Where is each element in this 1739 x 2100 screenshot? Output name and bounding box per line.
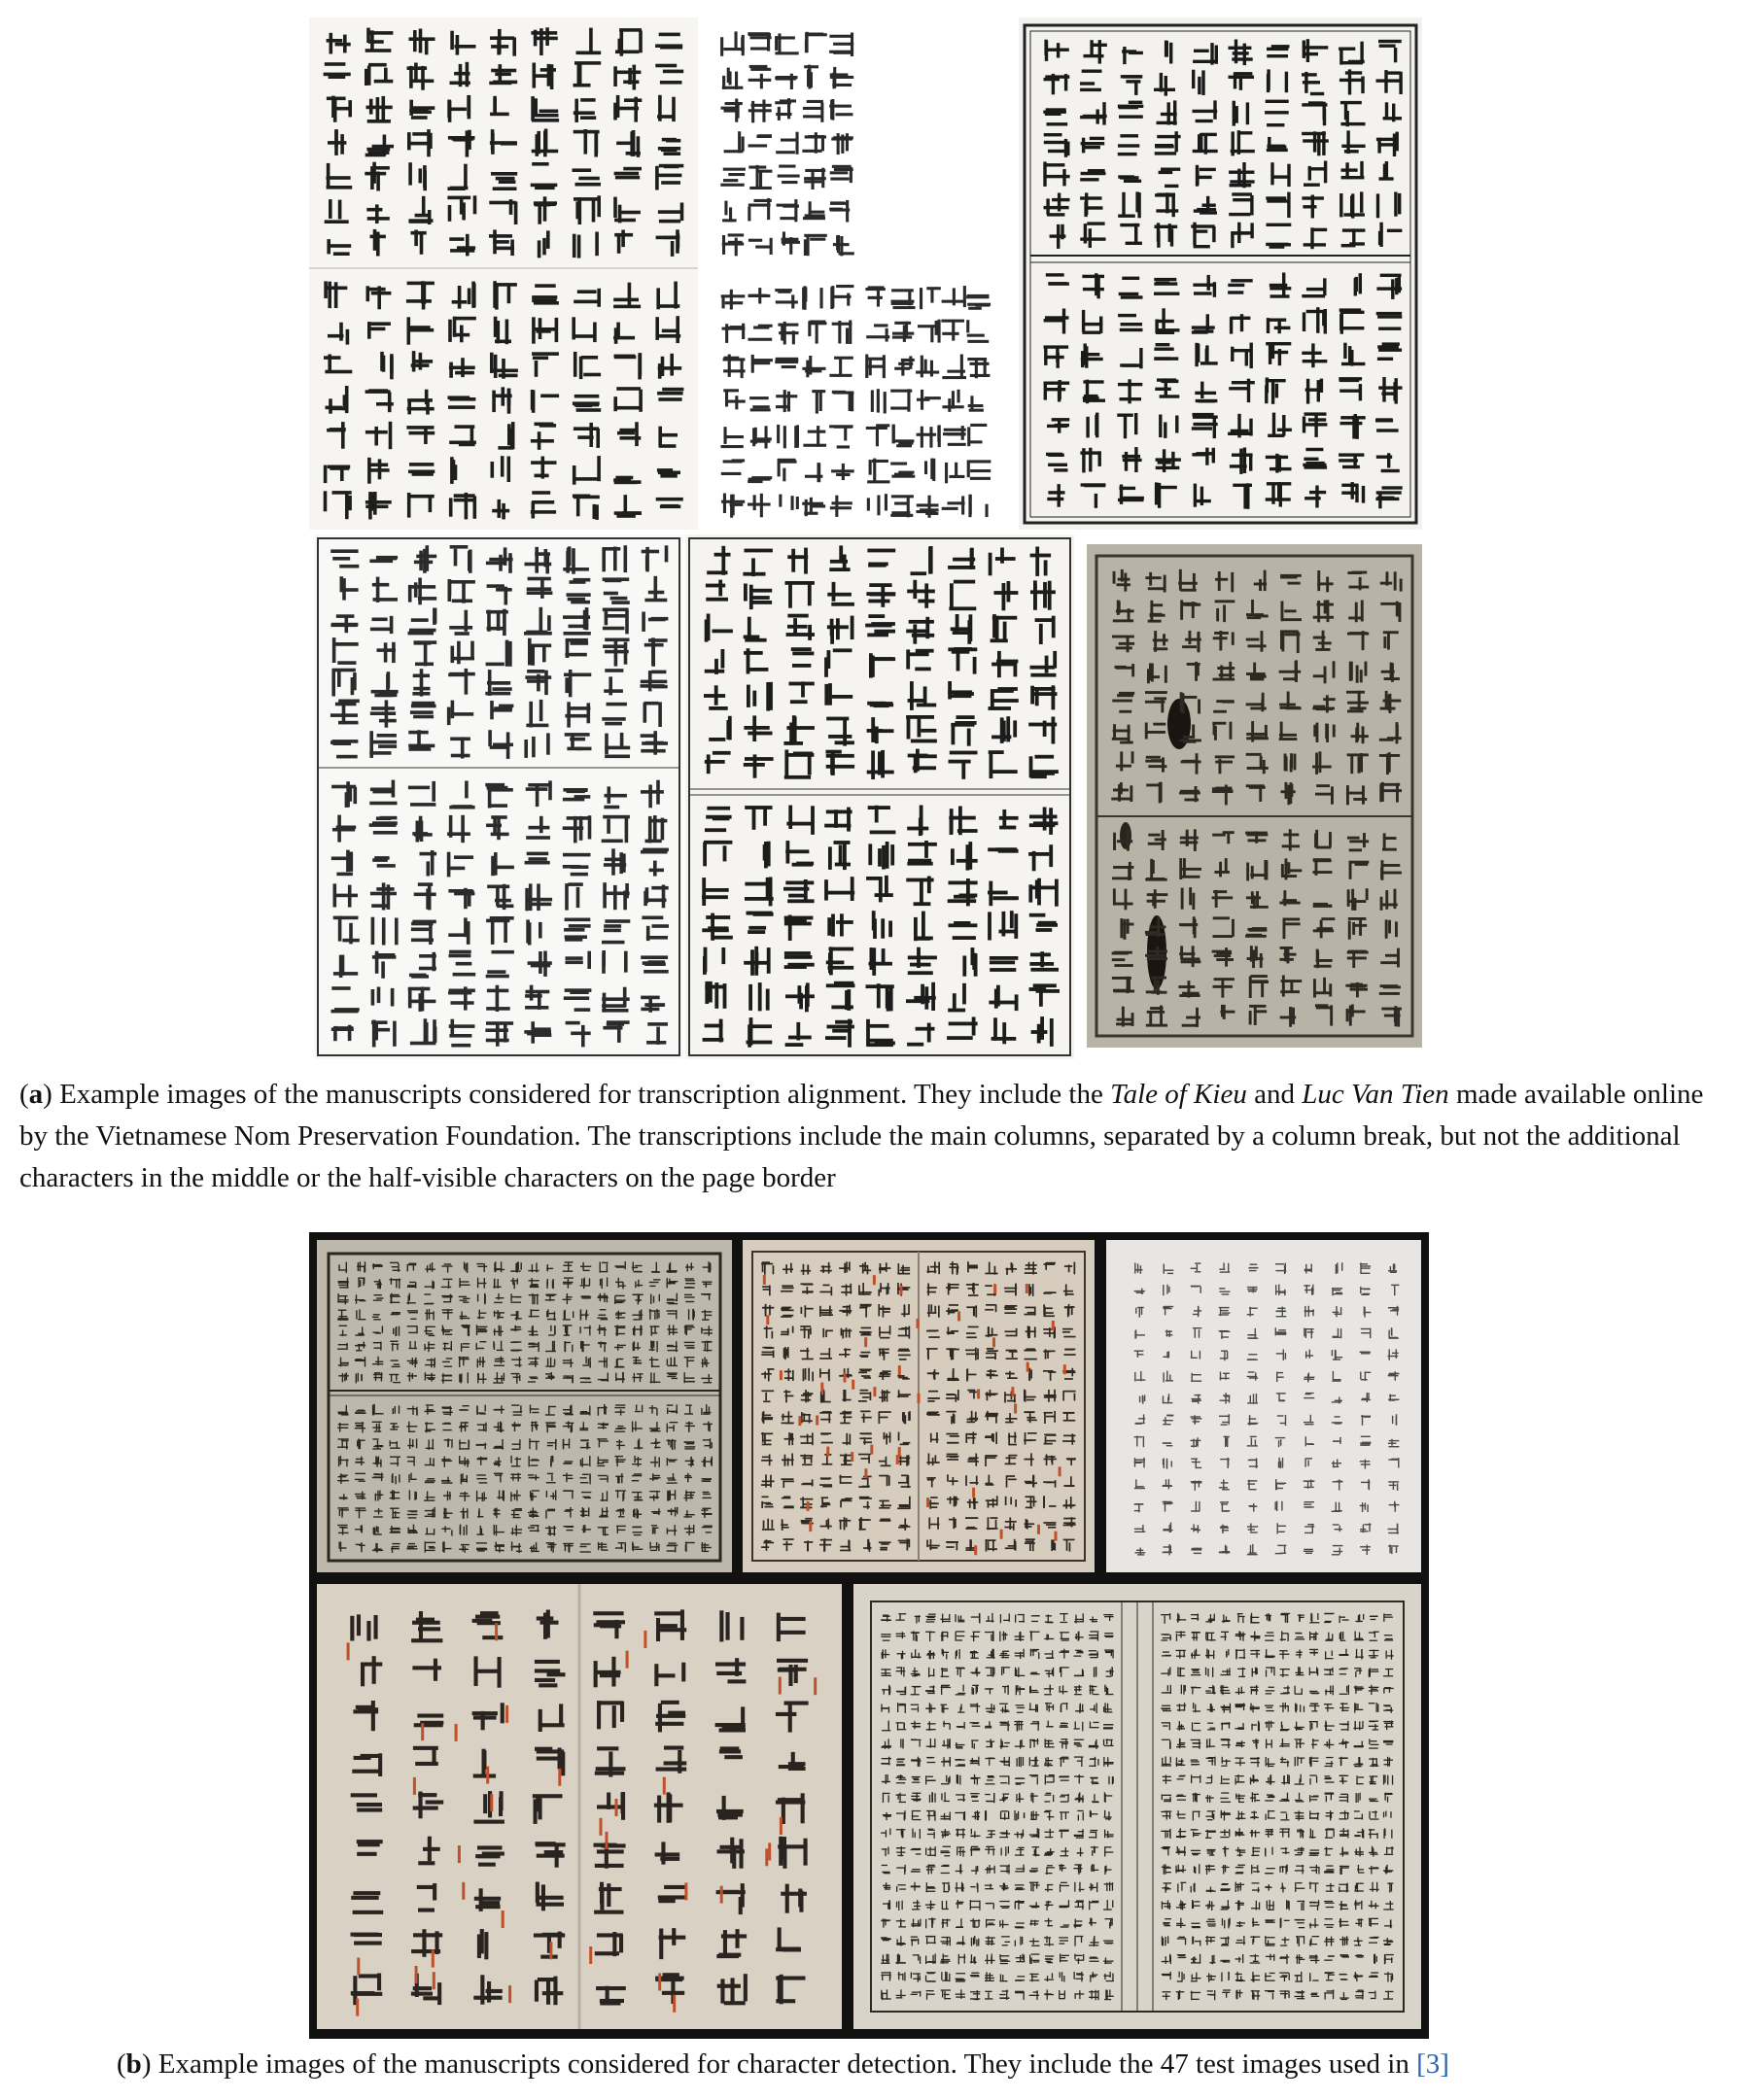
- manuscript-image: [309, 17, 698, 530]
- manuscript-image: [317, 1240, 732, 1572]
- manuscript-image: [743, 1240, 1095, 1572]
- panel-label: b: [125, 2048, 142, 2080]
- citation-link[interactable]: [3]: [1416, 2048, 1449, 2080]
- manuscript-image: [710, 17, 1001, 530]
- panel-b-caption: (b) Example images of the manuscripts considered for character detection. They include the 47 test images used in [3]: [117, 2048, 1449, 2080]
- manuscript-image: [853, 1584, 1421, 2029]
- manuscript-image: [685, 534, 1074, 1059]
- manuscript-image: [314, 534, 683, 1059]
- manuscript-image: [1106, 1240, 1421, 1572]
- caption-text: made available online by the Vietnamese Nom Preservation Foundation. The transcriptions include the main columns, separated by a column break, but not the additional characters in the middle or the half-visible characters on the page border: [19, 1079, 1704, 1193]
- caption-text: Example images of the manuscripts considered for transcription alignment. They include the: [59, 1079, 1103, 1110]
- panel-b-figure: [309, 1232, 1429, 2039]
- caption-text: and: [1254, 1079, 1295, 1110]
- panel-a-caption: (a) Example images of the manuscripts considered for transcription alignment. They include the Tale of Kieu and Luc Van Tien made available online by the Vietnamese Nom Preservation Foundation. The transcriptions include the main columns, separated by a column break, but not the additional characters in the middle or the half-visible characters on the page border: [19, 1079, 1704, 1193]
- panel-label: a: [28, 1079, 44, 1110]
- caption-title: Tale of Kieu: [1110, 1079, 1247, 1110]
- caption-title: Luc Van Tien: [1302, 1079, 1449, 1110]
- manuscript-image: [317, 1584, 842, 2029]
- caption-text: Example images of the manuscripts considered for character detection. They include the 47 test images used in: [157, 2048, 1409, 2080]
- manuscript-image: [1019, 17, 1422, 530]
- manuscript-image: [1087, 544, 1422, 1048]
